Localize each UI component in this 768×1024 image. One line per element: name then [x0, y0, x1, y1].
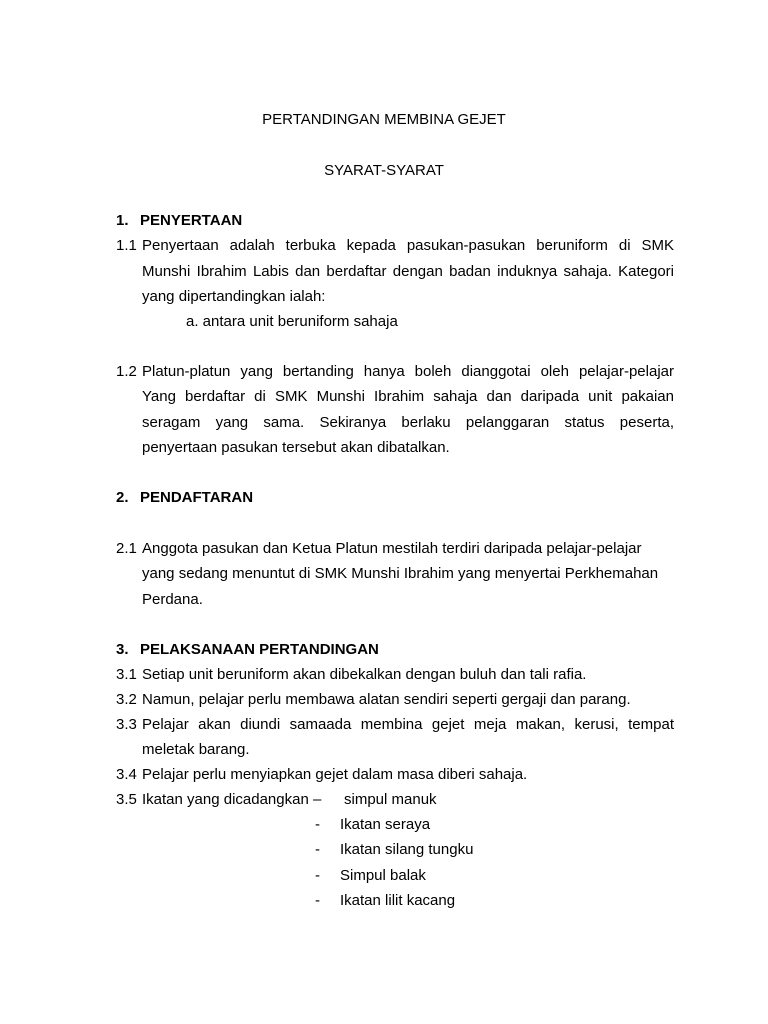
section-1-heading: PENYERTAAN [140, 212, 243, 229]
document-title: PERTANDINGAN MEMBINA GEJET [262, 111, 506, 128]
knot-item: Ikatan seraya [340, 816, 431, 833]
item-3-3-number: 3.3 [116, 716, 137, 733]
knot-dash: - [315, 816, 320, 833]
section-3-heading: PELAKSANAAN PERTANDINGAN [140, 641, 379, 658]
item-1-2-line: Platun-platun yang bertanding hanya boleh dianggotai oleh pelajar-pelajar [142, 363, 674, 380]
section-3-number: 3. [116, 641, 129, 658]
item-3-1-number: 3.1 [116, 666, 137, 683]
item-1-2-line: seragam yang sama. Sekiranya berlaku pelanggaran status peserta, [142, 414, 674, 431]
knot-dash: - [315, 867, 320, 884]
section-2-heading: PENDAFTARAN [140, 489, 254, 506]
item-3-3-line: Pelajar akan diundi samaada membina gejet meja makan, kerusi, tempat [142, 716, 674, 733]
item-2-1-number: 2.1 [116, 540, 137, 557]
item-1-1-line: yang dipertandingkan ialah: [142, 288, 326, 305]
item-3-2-line: Namun, pelajar perlu membawa alatan sendiri seperti gergaji dan parang. [142, 691, 631, 708]
item-2-1-line: Perdana. [142, 591, 203, 608]
knot-item: simpul manuk [344, 791, 437, 808]
knot-item: Simpul balak [340, 867, 426, 884]
item-1-1-number: 1.1 [116, 237, 137, 254]
item-3-5-line: Ikatan yang dicadangkan – [142, 791, 322, 808]
item-2-1-line: Anggota pasukan dan Ketua Platun mestilah terdiri daripada pelajar-pelajar [142, 540, 642, 557]
knot-dash: - [315, 841, 320, 858]
section-2-number: 2. [116, 489, 129, 506]
item-3-4-line: Pelajar perlu menyiapkan gejet dalam masa diberi sahaja. [142, 766, 528, 783]
item-3-4-number: 3.4 [116, 766, 137, 783]
knot-item: Ikatan lilit kacang [340, 892, 456, 909]
item-1-1-line: Munshi Ibrahim Labis dan berdaftar dengan badan induknya sahaja. Kategori [142, 263, 674, 280]
item-1-2-line: penyertaan pasukan tersebut akan dibatalkan. [142, 439, 450, 456]
knot-item: Ikatan silang tungku [340, 841, 474, 858]
item-3-5-number: 3.5 [116, 791, 137, 808]
item-1-2-line: Yang berdaftar di SMK Munshi Ibrahim sahaja dan daripada unit pakaian [142, 388, 674, 405]
item-1-1-line: Penyertaan adalah terbuka kepada pasukan-pasukan beruniform di SMK [142, 237, 674, 254]
document-subtitle: SYARAT-SYARAT [324, 162, 444, 179]
item-3-1-line: Setiap unit beruniform akan dibekalkan dengan buluh dan tali rafia. [142, 666, 587, 683]
item-3-2-number: 3.2 [116, 691, 137, 708]
item-3-3-line: meletak barang. [142, 741, 250, 758]
section-1-number: 1. [116, 212, 129, 229]
item-2-1-line: yang sedang menuntut di SMK Munshi Ibrahim yang menyertai Perkhemahan [142, 565, 659, 582]
item-1-2-number: 1.2 [116, 363, 137, 380]
item-1-1-sub: a. antara unit beruniform sahaja [186, 313, 398, 330]
knot-dash: - [315, 892, 320, 909]
